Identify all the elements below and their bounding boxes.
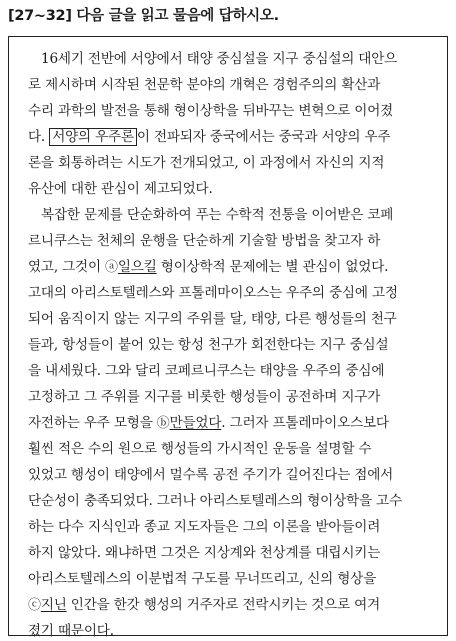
passage-line: 졌기 때문이다. (28, 623, 114, 639)
passage-line (28, 595, 380, 616)
passage-line: 유산에 대한 관심이 제고되었다. (28, 181, 213, 197)
passage-text: 였고, 그것이 (28, 259, 106, 275)
passage-text: . 그러자 프톨레마이오스보다 (221, 415, 389, 431)
passage-text: 인간을 한갓 행성의 거주자로 전락시키는 것으로 여겨 (66, 597, 381, 613)
underlined-word-a: 일으킬 (117, 259, 157, 275)
passage-text: 다. (28, 129, 50, 145)
passage-line: 고대의 아리스토텔레스와 프톨레마이오스는 우주의 중심에 고정 (28, 285, 398, 301)
passage-line: 있었고 행성이 태양에서 멀수록 공전 주기가 길어진다는 점에서 (28, 467, 394, 483)
passage-line: 르니쿠스는 천체의 운행을 단순하게 기술할 방법을 찾고자 하 (28, 233, 381, 249)
passage-line: 론을 회통하려는 시도가 전개되었고, 이 과정에서 자신의 지적 (28, 155, 385, 171)
passage-line: 단순성이 충족되었다. 그러나 아리스토텔레스의 형이상학을 고수 (28, 493, 402, 509)
passage-line (28, 413, 389, 434)
passage-line: 훨씬 적은 수의 원으로 행성들의 가시적인 운동을 설명할 수 (28, 441, 372, 457)
passage-line: 되어 움직이지 않는 지구의 주위를 달, 태양, 다른 행성들의 천구 (28, 311, 397, 327)
passage-box (8, 36, 448, 639)
passage-line: 로 제시하며 시작된 천문학 분야의 개혁은 경험주의의 확산과 (28, 77, 381, 93)
passage-line: 16세기 전반에 서양에서 태양 중심설을 지구 중심설의 대안으 (41, 51, 398, 67)
marker-a: ⓐ (105, 260, 118, 275)
passage-line: 하지 않았다. 왜냐하면 그것은 지상계와 천상계를 대립시키는 (28, 545, 381, 561)
passage-text: 이 전파되자 중국에서는 중국과 서양의 우주 (136, 129, 391, 145)
question-heading: [27~32] 다음 글을 읽고 물음에 답하시오. (8, 8, 279, 24)
passage-line: 들과, 항성들이 붙어 있는 항성 천구가 회전한다는 지구 중심설 (28, 337, 389, 353)
boxed-term-western-cosmology: 서양의 우주론 (49, 128, 137, 146)
marker-c: ⓒ (28, 598, 41, 613)
passage-line (28, 257, 388, 278)
passage-line: 고정하고 그 주위를 지구를 비롯한 행성들이 공전하며 지구가 (28, 389, 381, 405)
passage-text: 자전하는 우주 모형을 (28, 415, 157, 431)
passage-line (28, 127, 390, 147)
underlined-word-b: 만들었다 (169, 415, 222, 431)
passage-line: 복잡한 문제를 단순화하여 푸는 수학적 전통을 이어받은 코페 (41, 207, 394, 223)
passage-line: 수리 과학의 발전을 통해 형이상학을 뒤바꾸는 변혁으로 이어졌 (28, 103, 394, 119)
passage-line: 아리스토텔레스의 이분법적 구도를 무너뜨리고, 신의 형상을 (28, 571, 377, 587)
passage-text: 형이상학적 문제에는 별 관심이 없었다. (156, 259, 389, 275)
passage-line: 을 내세웠다. 그와 달리 코페르니쿠스는 태양을 우주의 중심에 (28, 363, 385, 379)
passage-line: 하는 다수 지식인과 종교 지도자들은 그의 이론을 받아들이려 (28, 519, 381, 535)
underlined-word-c: 지닌 (40, 597, 67, 613)
marker-b: ⓑ (156, 416, 170, 431)
